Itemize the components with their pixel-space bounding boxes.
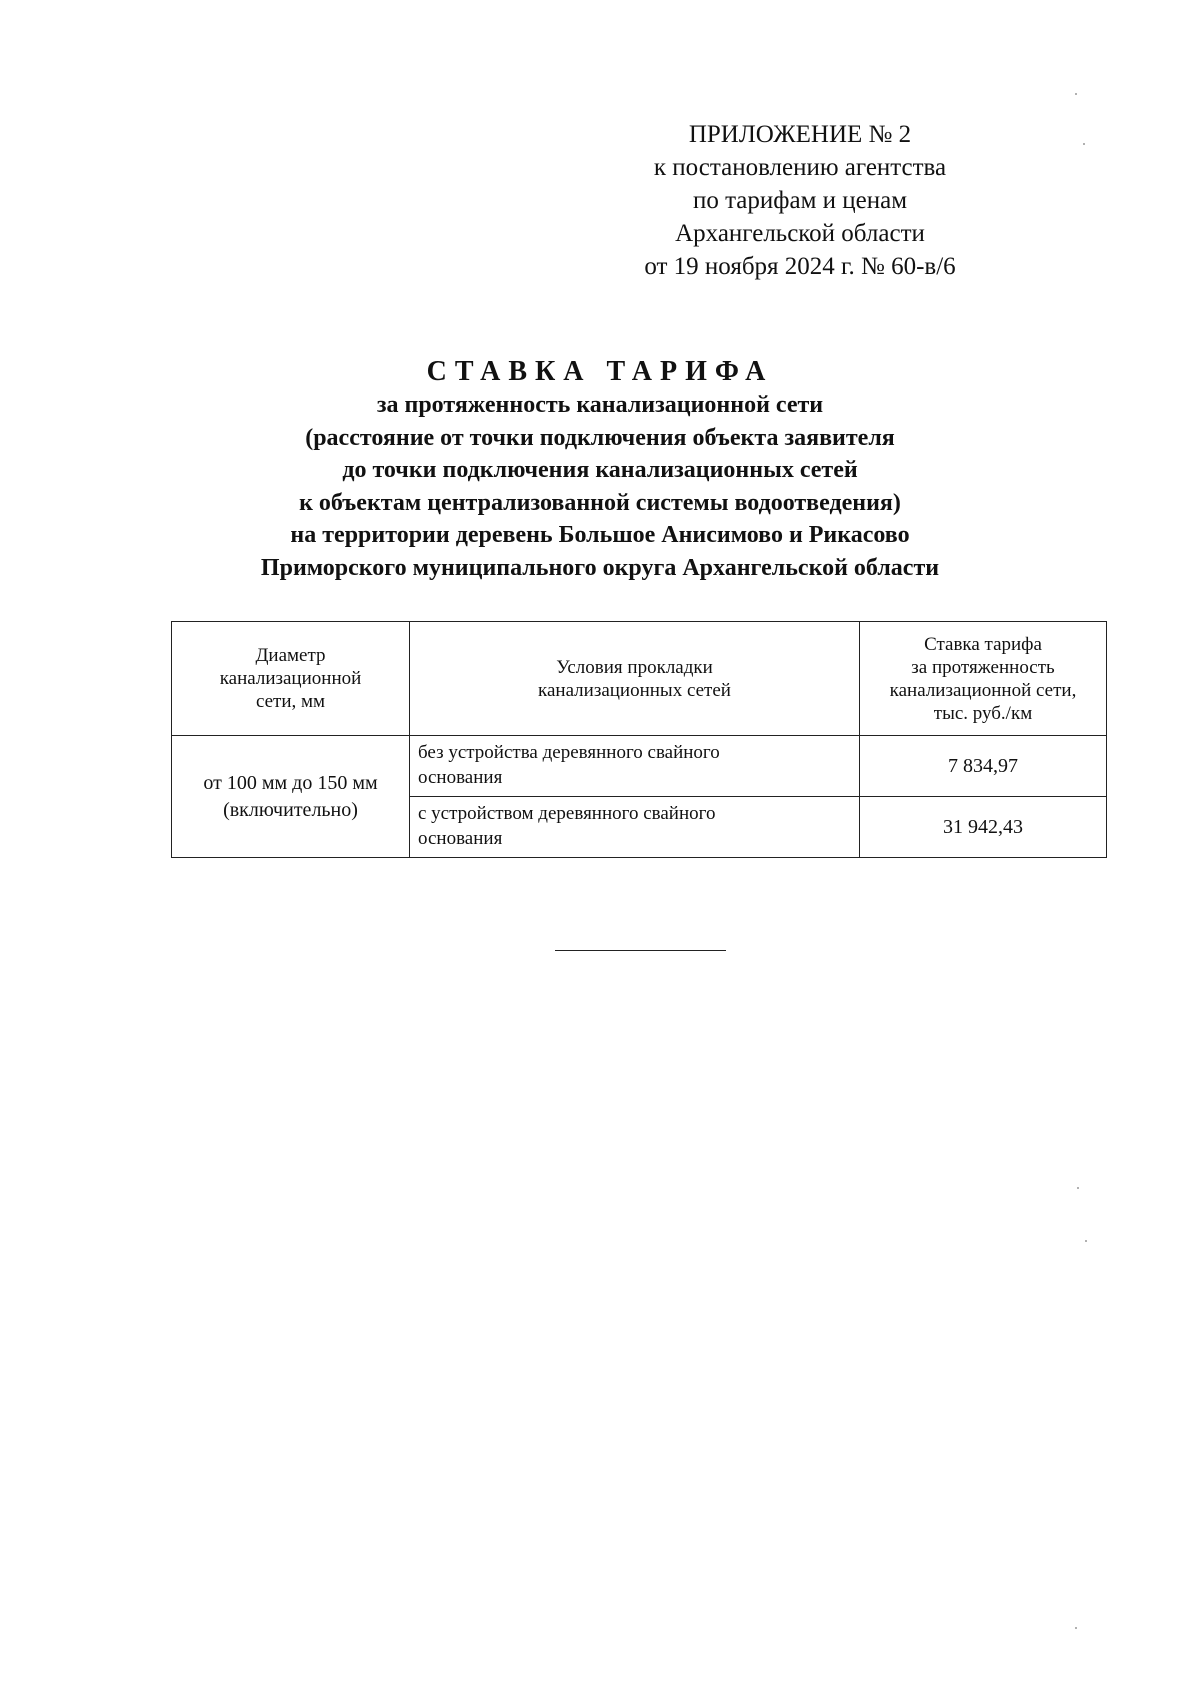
appendix-ref-line: к постановлению агентства — [653, 154, 947, 181]
closing-rule — [555, 950, 726, 951]
scan-speck — [1083, 143, 1085, 145]
appendix-date-number: от 19 ноября 2024 г. № 60-в/6 — [644, 253, 956, 280]
title-main: СТАВКА ТАРИФА — [426, 356, 774, 387]
appendix-ref-line: по тарифам и ценам — [692, 187, 908, 214]
header-conditions: Условия прокладки канализационных сетей — [410, 622, 860, 736]
tariff-table — [171, 621, 1107, 858]
title-line: Приморского муниципального округа Архангельской области — [260, 554, 940, 581]
header-diameter: Диаметр канализационной сети, мм — [172, 622, 410, 736]
header-rate: Ставка тарифа за протяженность канализационной сети, тыс. руб./км — [860, 622, 1107, 736]
title-line: за протяженность канализационной сети — [376, 392, 824, 418]
scan-speck — [1075, 93, 1077, 95]
title-line: к объектам централизованной системы водоотведения) — [299, 489, 901, 516]
condition-cell: с устройством деревянного свайного основания — [410, 797, 860, 858]
document-title — [0, 355, 1200, 584]
rate-cell: 31 942,43 — [860, 797, 1107, 858]
condition-cell: без устройства деревянного свайного основания — [410, 736, 860, 797]
appendix-ref-line: Архангельской области — [675, 220, 925, 247]
scan-speck — [1075, 1627, 1077, 1629]
scan-speck — [1077, 1187, 1079, 1189]
title-line: до точки подключения канализационных сетей — [342, 457, 858, 483]
rate-cell: 7 834,97 — [860, 736, 1107, 797]
title-line: на территории деревень Большое Анисимово и Рикасово — [290, 522, 910, 548]
table-header-row — [172, 622, 1107, 736]
diameter-cell: от 100 мм до 150 мм (включительно) — [172, 736, 410, 858]
appendix-header — [620, 118, 980, 283]
title-line: (расстояние от точки подключения объекта заявителя — [305, 424, 895, 451]
table-row — [172, 736, 1107, 797]
scan-speck — [1085, 1240, 1087, 1242]
appendix-number: ПРИЛОЖЕНИЕ № 2 — [688, 121, 912, 148]
